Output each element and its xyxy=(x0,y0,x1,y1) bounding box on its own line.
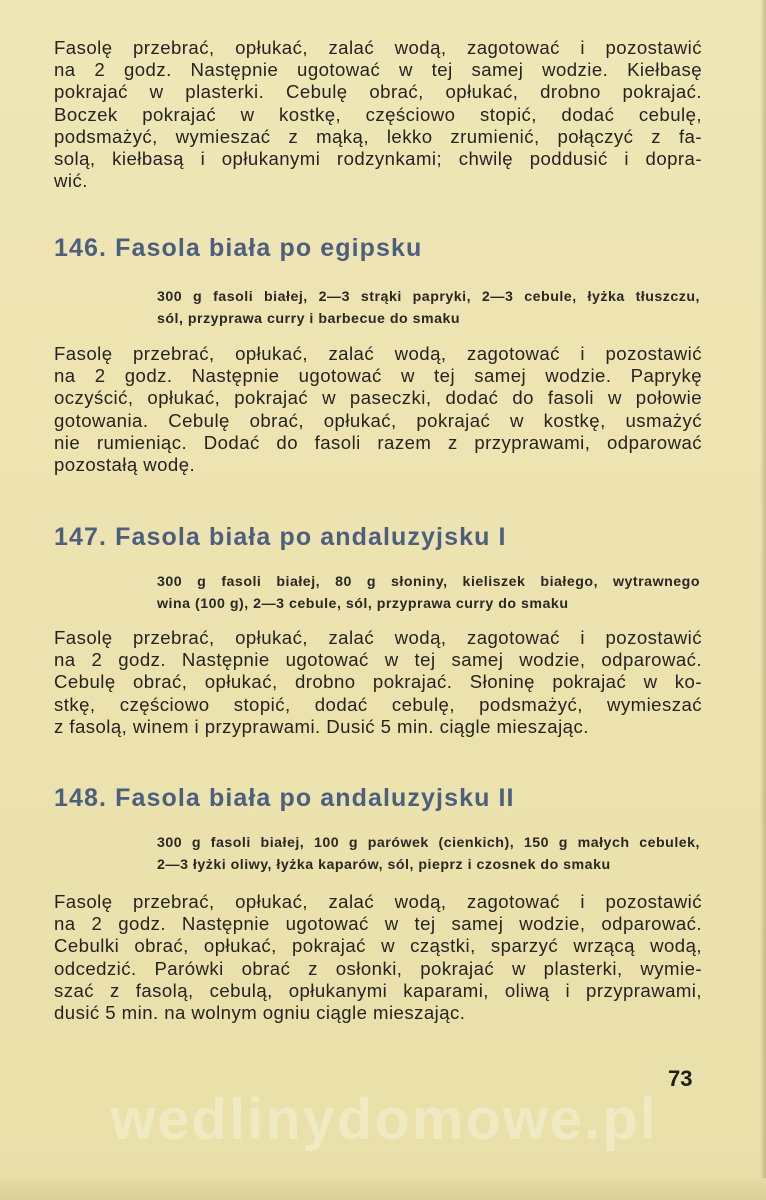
text-line: z fasolą, winem i przyprawami. Dusić 5 min. ciągle mieszając. xyxy=(54,715,589,737)
text-line: Fasolę przebrać, opłukać, zalać wodą, zagotować i pozostawić xyxy=(54,343,702,364)
text-line: wić. xyxy=(54,170,88,192)
page-edge-shadow xyxy=(760,0,766,1200)
text-line: na 2 godz. Następnie ugotować w tej samej wodzie. Paprykę xyxy=(54,365,702,387)
text-line: Cebulki obrać, opłukać, pokrajać w cząstki, sparzyć wrzącą wodą, xyxy=(54,935,702,957)
watermark: wedlinydomowe.pl xyxy=(110,1087,658,1152)
text-line: podsmażyć, wymieszać z mąką, lekko zrumienić, połączyć z fa- xyxy=(54,125,702,147)
text-line: gotowania. Cebulę obrać, opłukać, pokrajać w kostkę, usmażyć xyxy=(54,409,702,431)
text-line: Fasolę przebrać, opłukać, zalać wodą, zagotować i pozostawić xyxy=(54,37,702,58)
recipe-title-146: 146. Fasola biała po egipsku xyxy=(54,234,423,262)
text-line: odcedzić. Parówki obrać z osłonki, pokrajać w plasterki, wymie- xyxy=(54,957,702,979)
text-line: nie rumieniąc. Dodać do fasoli razem z przyprawami, odparować xyxy=(54,431,702,453)
text-line: szać z fasolą, cebulą, opłukanymi kaparami, oliwą i przyprawami, xyxy=(54,979,702,1001)
method-148 xyxy=(54,891,702,1024)
text-line: Boczek pokrajać w kostkę, częściowo stopić, dodać cebulę, xyxy=(54,103,702,125)
ingredients-line: sól, przyprawa curry i barbecue do smaku xyxy=(157,311,461,327)
recipe-title-148: 148. Fasola biała po andaluzyjsku II xyxy=(54,784,515,812)
text-line: pozostałą wodę. xyxy=(54,454,196,476)
text-line: na 2 godz. Następnie ugotować w tej samej wodzie, odparować. xyxy=(54,649,702,671)
ingredients-147 xyxy=(157,571,700,615)
ingredients-line: 300 g fasoli białej, 2—3 strąki papryki, 2—3 cebule, łyżka tłuszczu, xyxy=(157,289,700,305)
text-line: oczyścić, opłukać, pokrajać w paseczki, dodać do fasoli w połowie xyxy=(54,387,702,409)
text-line: na 2 godz. Następnie ugotować w tej samej wodzie, odparować. xyxy=(54,913,702,935)
method-146 xyxy=(54,343,702,476)
ingredients-line: 300 g fasoli białej, 80 g słoniny, kieliszek białego, wytrawnego xyxy=(157,574,700,590)
text-line: na 2 godz. Następnie ugotować w tej samej wodzie. Kiełbasę xyxy=(54,59,702,81)
text-line: stkę, częściowo stopić, dodać cebulę, podsmażyć, wymieszać xyxy=(54,693,702,715)
text-line: Fasolę przebrać, opłukać, zalać wodą, zagotować i pozostawić xyxy=(54,627,702,648)
recipe-title-147: 147. Fasola biała po andaluzyjsku I xyxy=(54,523,507,551)
page-bottom-band xyxy=(0,1178,766,1200)
text-line: dusić 5 min. na wolnym ogniu ciągle mieszając. xyxy=(54,1002,466,1024)
text-line: Fasolę przebrać, opłukać, zalać wodą, zagotować i pozostawić xyxy=(54,891,702,912)
text-line: Cebulę obrać, opłukać, drobno pokrajać. Słoninę pokrajać w ko- xyxy=(54,671,702,693)
ingredients-146 xyxy=(157,286,700,330)
ingredients-line: 2—3 łyżki oliwy, łyżka kaparów, sól, pieprz i czosnek do smaku xyxy=(157,857,611,873)
page-number: 73 xyxy=(668,1066,693,1091)
ingredients-line: 300 g fasoli białej, 100 g parówek (cienkich), 150 g małych cebulek, xyxy=(157,835,700,851)
text-line: pokrajać w plasterki. Cebulę obrać, opłukać, drobno pokrajać. xyxy=(54,81,702,103)
text-line: solą, kiełbasą i opłukanymi rodzynkami; chwilę poddusić i dopra- xyxy=(54,148,702,170)
ingredients-line: wina (100 g), 2—3 cebule, sól, przyprawa curry do smaku xyxy=(157,596,569,612)
intro-paragraph xyxy=(54,37,702,192)
ingredients-148 xyxy=(157,832,700,876)
method-147 xyxy=(54,627,702,738)
